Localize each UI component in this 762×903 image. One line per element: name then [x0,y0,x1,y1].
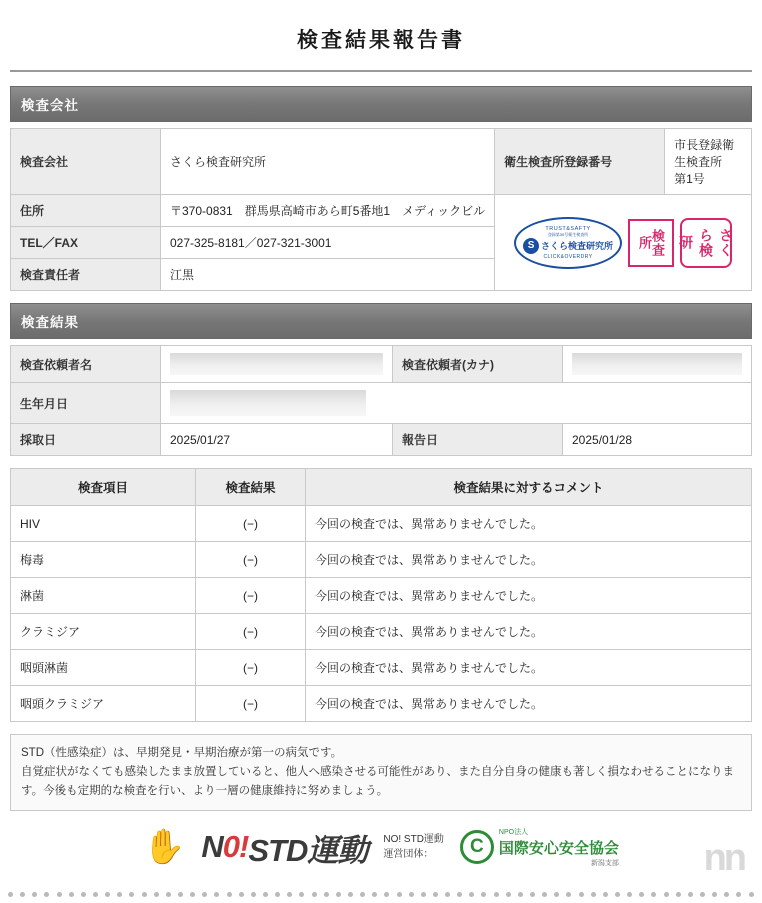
title-divider [10,70,752,72]
border-dot [688,892,693,897]
birthdate-value [161,383,752,424]
border-dot [117,892,122,897]
manager-label: 検査責任者 [11,259,161,291]
border-dot [445,892,450,897]
border-dot [530,892,535,897]
border-dot [700,892,705,897]
test-item-comment: 今回の検査では、異常ありませんでした。 [306,614,752,650]
border-dot [579,892,584,897]
border-dot [57,892,62,897]
border-dot [129,892,134,897]
border-dot [554,892,559,897]
page-title: 検査結果報告書 [297,29,465,52]
border-dot [32,892,37,897]
test-item-comment: 今回の検査では、異常ありませんでした。 [306,686,752,722]
border-dot [142,892,147,897]
border-dot [651,892,656,897]
registration-label: 衛生検査所登録番号 [495,129,665,195]
border-dot [202,892,207,897]
border-dot [469,892,474,897]
column-header-item: 検査項目 [11,469,196,506]
table-row [11,686,752,722]
border-dot [44,892,49,897]
border-dot [712,892,717,897]
npo-text [499,827,619,868]
address-label: 住所 [11,195,161,227]
test-item-name: HIV [11,506,196,542]
redacted-block [170,353,383,375]
table-row [11,650,752,686]
requester-kana-value [563,346,752,383]
border-dot [214,892,219,897]
table-row [11,383,752,424]
note-box [10,734,752,811]
table-row [11,424,752,456]
test-item-result: (−) [196,542,306,578]
red-round-seal-icon: さくら検研 [680,218,732,268]
npo-line-1: NPO法人 [498,828,529,836]
border-dot [324,892,329,897]
border-dot [275,892,280,897]
border-dot [372,892,377,897]
test-item-comment: 今回の検査では、異常ありませんでした。 [306,578,752,614]
seal-logos-cell [495,195,752,291]
table-row [11,578,752,614]
table-row [11,542,752,578]
telfax-value: 027-325-8181／027-321-3001 [161,227,495,259]
border-dot [93,892,98,897]
company-name-label: 検査会社 [11,129,161,195]
border-dot [627,892,632,897]
npo-circle-icon: C [460,830,494,864]
footer-logos [10,825,752,879]
column-header-comment: 検査結果に対するコメント [306,469,752,506]
border-dot [566,892,571,897]
test-items-table [10,468,752,722]
operator-line-1: NO! STD運動 [383,834,444,846]
border-dot [409,892,414,897]
watermark: nn [703,836,744,879]
requester-table [10,345,752,456]
border-dot [749,892,754,897]
border-dot [239,892,244,897]
border-dot [433,892,438,897]
border-dot [724,892,729,897]
company-name-value: さくら検査研究所 [161,129,495,195]
border-dot [348,892,353,897]
border-dot [166,892,171,897]
border-dot [178,892,183,897]
border-dot [105,892,110,897]
redacted-block [170,390,366,416]
border-dot [154,892,159,897]
border-dot [603,892,608,897]
border-dot [384,892,389,897]
border-dot [494,892,499,897]
note-line-1: STD（性感染症）は、早期発見・早期治療が第一の病気です。 [21,747,343,759]
border-dot [457,892,462,897]
border-dot [69,892,74,897]
border-dot [299,892,304,897]
table-row [11,506,752,542]
border-dot [312,892,317,897]
collection-date-label: 採取日 [11,424,161,456]
no-std-campaign-logo: N 0 ! STD運動 [201,829,368,868]
table-row [11,346,752,383]
border-dot [664,892,669,897]
test-item-result: (−) [196,650,306,686]
border-dot [227,892,232,897]
border-dot [591,892,596,897]
collection-date-value: 2025/01/27 [161,424,393,456]
test-item-comment: 今回の検査では、異常ありませんでした。 [306,650,752,686]
border-dot [360,892,365,897]
table-row [11,195,752,227]
test-item-result: (−) [196,578,306,614]
dotted-bottom-border [0,892,762,897]
seal-logo-group [499,217,747,269]
table-row [11,614,752,650]
border-dot [190,892,195,897]
border-dot [263,892,268,897]
section-header-result: 検査結果 [10,303,752,339]
border-dot [542,892,547,897]
column-header-result: 検査結果 [196,469,306,506]
test-item-result: (−) [196,686,306,722]
address-value: 〒370-0831 群馬県高崎市あら町5番地1 メディックビル [161,195,495,227]
test-item-result: (−) [196,506,306,542]
report-date-label: 報告日 [393,424,563,456]
border-dot [736,892,741,897]
section-header-company: 検査会社 [10,86,752,122]
test-item-name: クラミジア [11,614,196,650]
telfax-label: TEL／FAX [11,227,161,259]
border-dot [251,892,256,897]
border-dot [8,892,13,897]
blue-certification-seal-icon: TRUST&SAFTY 登録第30号衛生検査所 S さくら検査研究所 CLICK&OVERDRY [514,217,622,269]
border-dot [518,892,523,897]
border-dot [287,892,292,897]
test-item-name: 淋菌 [11,578,196,614]
requester-name-label: 検査依頼者名 [11,346,161,383]
npo-line-3: 新潟支部 [590,859,619,867]
operator-line-2: 運営団体： [383,849,434,861]
requester-name-value [161,346,393,383]
test-item-comment: 今回の検査では、異常ありませんでした。 [306,506,752,542]
registration-value: 市長登録衛生検査所 第1号 [665,129,752,195]
report-date-value: 2025/01/28 [563,424,752,456]
border-dot [336,892,341,897]
requester-kana-label: 検査依頼者(カナ) [393,346,563,383]
test-item-result: (−) [196,614,306,650]
table-row [11,129,752,195]
note-line-2: 自覚症状がなくても感染したまま放置していると、他人へ感染させる可能性があり、また自分自身の健康も著しく損なわせることになります。今後も定期的な検査を行い、より一層の健康維持に努めましょう。 [21,765,734,797]
npo-line-2: 国際安心安全協会 [498,839,619,857]
border-dot [615,892,620,897]
border-dot [639,892,644,897]
redacted-block [572,353,742,375]
npo-logo [460,827,619,868]
test-item-name: 咽頭淋菌 [11,650,196,686]
border-dot [506,892,511,897]
border-dot [481,892,486,897]
manager-value: 江黒 [161,259,495,291]
operator-text [383,832,444,862]
test-item-name: 梅毒 [11,542,196,578]
birthdate-label: 生年月日 [11,383,161,424]
border-dot [421,892,426,897]
test-item-name: 咽頭クラミジア [11,686,196,722]
border-dot [676,892,681,897]
s-mark-icon: S [523,238,539,254]
border-dot [397,892,402,897]
red-square-seal-icon: 検査所 [628,219,674,267]
table-header-row [11,469,752,506]
company-table [10,128,752,291]
border-dot [20,892,25,897]
test-item-comment: 今回の検査では、異常ありませんでした。 [306,542,752,578]
border-dot [81,892,86,897]
hand-stop-icon: ✋ [143,828,186,867]
